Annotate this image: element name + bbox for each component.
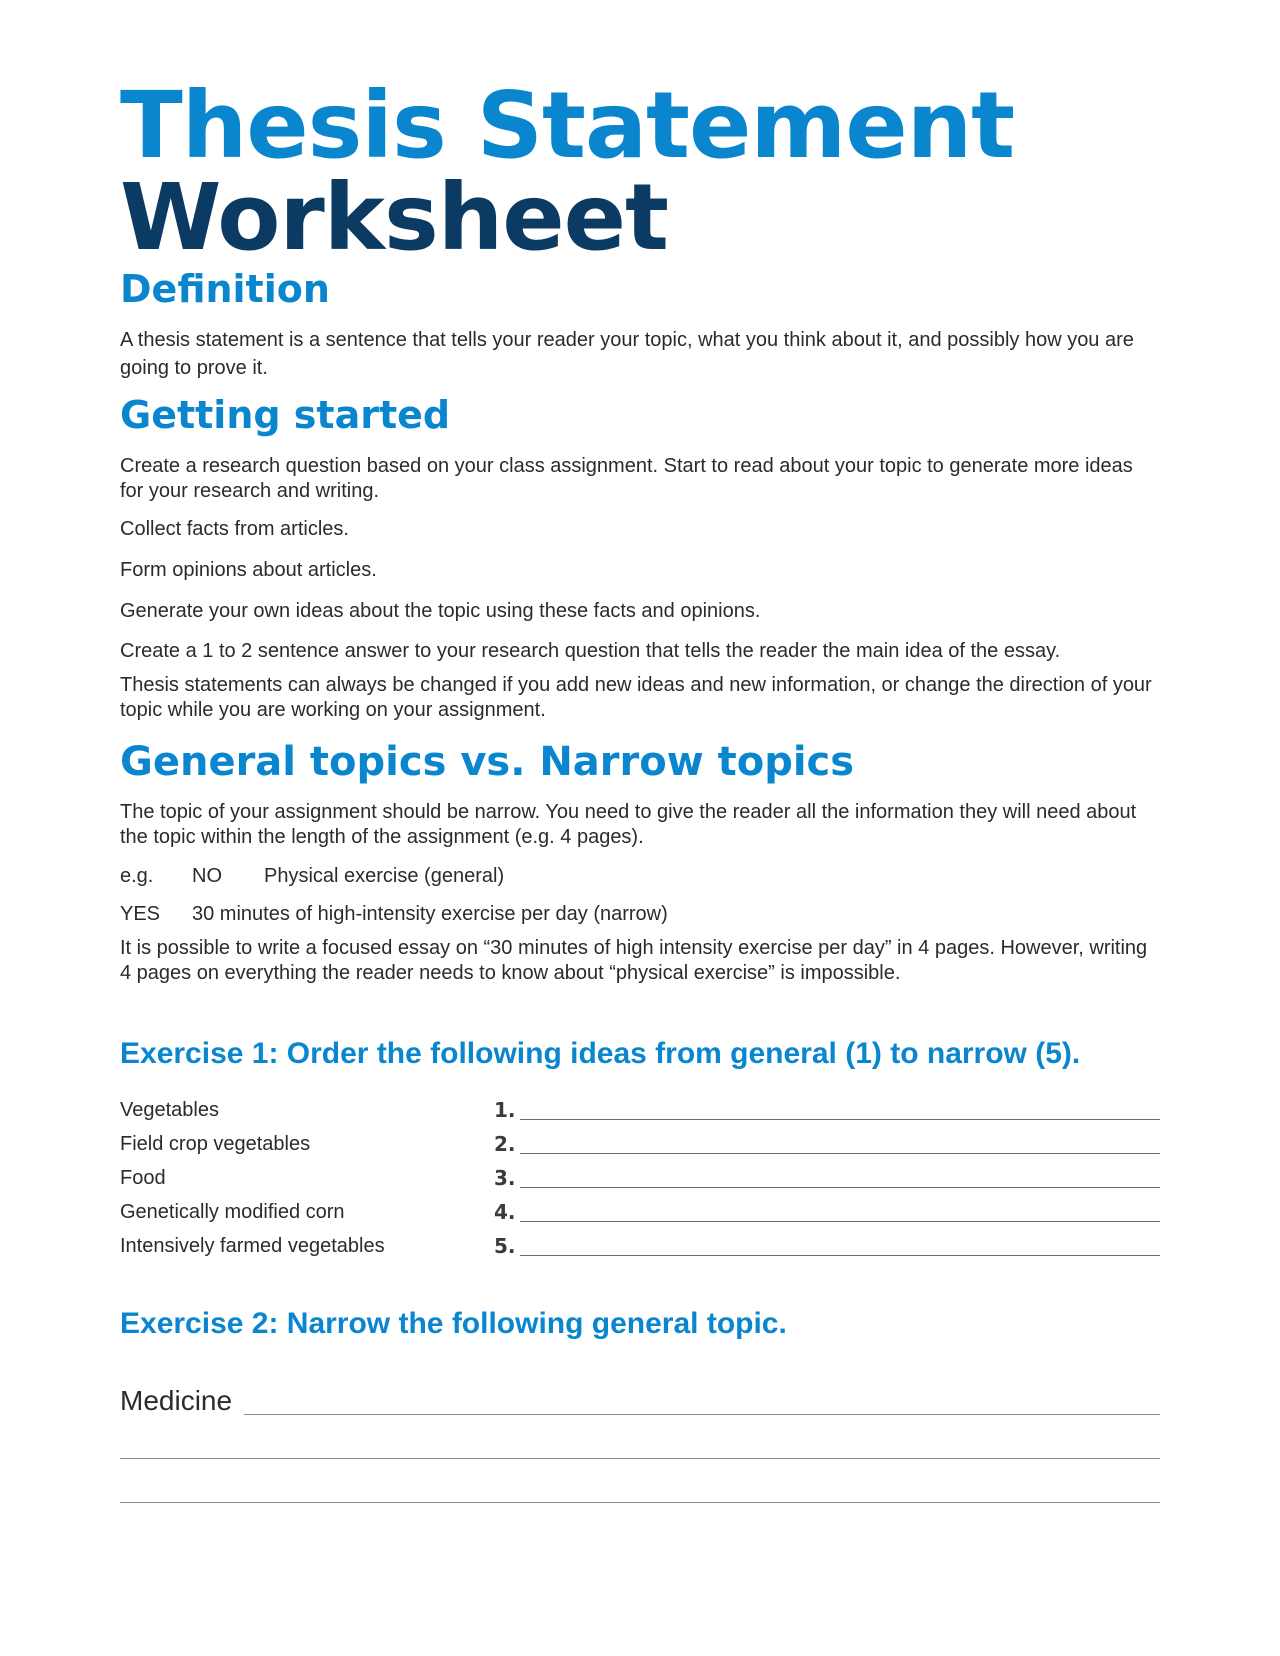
example-eg-label: e.g.	[120, 865, 154, 887]
page-title-line2: Worksheet	[120, 164, 668, 271]
getting-started-paragraph: Thesis statements can always be changed if you add new ideas and new information, or change the direction of your topic while you are working on your assignment.	[120, 674, 1152, 721]
exercise1-answer-line[interactable]	[520, 1187, 1160, 1188]
getting-started-paragraph: Form opinions about articles.	[120, 559, 377, 581]
general-vs-narrow-heading: General topics vs. Narrow topics	[120, 739, 855, 785]
exercise2-heading: Exercise 2: Narrow the following general topic.	[120, 1307, 787, 1340]
exercise2-answer-line[interactable]	[244, 1414, 1160, 1415]
getting-started-paragraph: Generate your own ideas about the topic using these facts and opinions.	[120, 600, 761, 622]
page-title-line1: Thesis Statement	[120, 72, 1015, 179]
exercise1-number: 5.	[494, 1234, 516, 1258]
general-vs-narrow-conclusion: It is possible to write a focused essay on “30 minutes of high intensity exercise per day” in 4 pages. However, writing 4 pages on everything the reader needs to know about “physical exercise” is impossible.	[120, 937, 1148, 984]
example-row-yes	[120, 902, 1160, 927]
exercise1-number: 2.	[494, 1132, 516, 1156]
definition-text: A thesis statement is a sentence that tells your reader your topic, what you think about it, and possibly how you are going to prove it.	[120, 329, 1134, 379]
example-no-text: Physical exercise (general)	[264, 865, 505, 887]
exercise2-answer-line[interactable]	[120, 1502, 1160, 1503]
exercise1-item: Food	[120, 1167, 166, 1189]
exercise2-topic: Medicine	[120, 1385, 233, 1416]
general-vs-narrow-intro: The topic of your assignment should be narrow. You need to give the reader all the information they will need about the topic within the length of the assignment (e.g. 4 pages).	[120, 801, 1137, 848]
exercise1-heading: Exercise 1: Order the following ideas from general (1) to narrow (5).	[120, 1037, 1081, 1070]
exercise1-number: 1.	[494, 1098, 516, 1122]
getting-started-paragraph: Create a 1 to 2 sentence answer to your research question that tells the reader the main idea of the essay.	[120, 640, 1061, 662]
example-yes-label: YES	[120, 903, 161, 925]
example-yes-text: 30 minutes of high-intensity exercise per day (narrow)	[192, 903, 668, 925]
exercise1-answer-line[interactable]	[520, 1153, 1160, 1154]
getting-started-paragraph: Create a research question based on your class assignment. Start to read about your topic to generate more ideas for your research and writing.	[120, 455, 1133, 502]
getting-started-heading: Getting started	[120, 393, 451, 437]
exercise1-item: Vegetables	[120, 1099, 219, 1121]
example-no-label: NO	[192, 865, 222, 887]
exercise1-answer-line[interactable]	[520, 1119, 1160, 1120]
example-row-no	[120, 864, 1160, 889]
exercise1-answer-line[interactable]	[520, 1221, 1160, 1222]
getting-started-paragraph: Collect facts from articles.	[120, 518, 349, 540]
exercise1-item: Field crop vegetables	[120, 1133, 311, 1155]
exercise1-answer-line[interactable]	[520, 1255, 1160, 1256]
exercise1-item: Intensively farmed vegetables	[120, 1235, 385, 1257]
exercise2-answer-line[interactable]	[120, 1458, 1160, 1459]
definition-heading: Definition	[120, 267, 330, 311]
exercise1-item: Genetically modified corn	[120, 1201, 345, 1223]
exercise1-number: 4.	[494, 1200, 516, 1224]
exercise1-number: 3.	[494, 1166, 516, 1190]
